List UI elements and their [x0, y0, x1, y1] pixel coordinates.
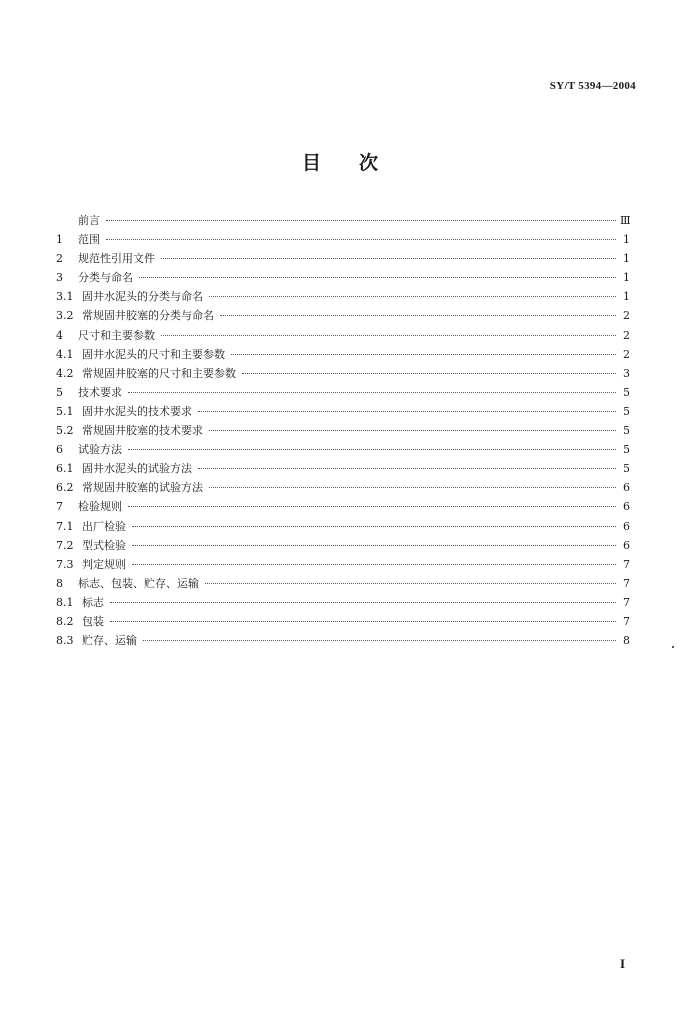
- toc-entry-label: 固井水泥头的试验方法: [82, 462, 192, 476]
- toc-entry-label: 出厂检验: [82, 519, 126, 533]
- toc-entry-label: 尺寸和主要参数: [78, 328, 155, 342]
- toc-entry-number: 8.3: [56, 634, 74, 648]
- toc-entry-page: 6: [623, 500, 630, 514]
- toc-leader-dots: [220, 315, 616, 316]
- toc-leader-dots: [132, 526, 616, 527]
- toc-entry-label: 试验方法: [78, 443, 122, 457]
- toc-entry-page: 6: [623, 519, 630, 533]
- toc-entry[interactable]: [56, 593, 630, 612]
- toc-entry[interactable]: [56, 345, 630, 364]
- toc-entry-page: 5: [623, 443, 630, 457]
- toc-entry[interactable]: [56, 536, 630, 555]
- toc-entry-number: 7: [56, 500, 63, 514]
- toc-entry-label: 固井水泥头的技术要求: [82, 404, 192, 418]
- toc-leader-dots: [205, 583, 616, 584]
- toc-entry-number: 5.2: [56, 424, 74, 438]
- toc-entry-page: 5: [623, 385, 630, 399]
- toc-entry[interactable]: [56, 249, 630, 268]
- toc-entry-page: 8: [623, 634, 630, 648]
- toc-entry-page: Ⅲ: [620, 214, 631, 227]
- toc-entry-number: 7.2: [56, 538, 74, 552]
- toc-entry-number: 2: [56, 252, 63, 266]
- toc-entry-page: 7: [623, 595, 630, 609]
- toc-entry-page: 2: [623, 347, 630, 361]
- toc-entry-page: 1: [623, 252, 630, 266]
- toc-entry-number: 4.1: [56, 347, 74, 361]
- toc-leader-dots: [128, 449, 616, 450]
- toc-leader-dots: [132, 564, 616, 565]
- toc-leader-dots: [143, 640, 616, 641]
- toc-entry-label: 范围: [78, 233, 100, 247]
- toc-entry-page: 3: [623, 366, 630, 380]
- toc-entry-number: 6.1: [56, 462, 74, 476]
- toc-entry-page: 2: [623, 328, 630, 342]
- toc-entry-page: 6: [623, 481, 630, 495]
- toc-entry-number: 5.1: [56, 404, 74, 418]
- toc-entry-number: 8: [56, 576, 63, 590]
- toc-entry[interactable]: [56, 402, 630, 421]
- toc-entry[interactable]: [56, 326, 630, 345]
- toc-leader-dots: [106, 239, 616, 240]
- toc-entry-number: 4.2: [56, 366, 74, 380]
- toc-entry-page: 5: [623, 462, 630, 476]
- toc-leader-dots: [128, 392, 616, 393]
- table-of-contents: [56, 211, 630, 650]
- toc-entry[interactable]: [56, 459, 630, 478]
- toc-entry[interactable]: [56, 364, 630, 383]
- toc-leader-dots: [242, 373, 616, 374]
- toc-leader-dots: [209, 430, 616, 431]
- toc-leader-dots: [198, 468, 616, 469]
- toc-entry-page: 1: [623, 290, 630, 304]
- toc-entry-label: 规范性引用文件: [78, 252, 155, 266]
- toc-entry-page: 7: [623, 614, 630, 628]
- toc-entry-number: 3: [56, 271, 63, 285]
- toc-entry[interactable]: [56, 268, 630, 287]
- toc-entry-number: 6.2: [56, 481, 74, 495]
- toc-leader-dots: [106, 220, 616, 221]
- toc-entry-number: 8.1: [56, 595, 74, 609]
- toc-entry[interactable]: [56, 421, 630, 440]
- toc-leader-dots: [209, 296, 616, 297]
- toc-entry-number: 3.1: [56, 290, 74, 304]
- toc-entry-page: 5: [623, 424, 630, 438]
- toc-leader-dots: [231, 354, 616, 355]
- toc-entry-number: 7.3: [56, 557, 74, 571]
- toc-entry-page: 6: [623, 538, 630, 552]
- toc-leader-dots: [198, 411, 616, 412]
- toc-entry-number: 8.2: [56, 614, 74, 628]
- toc-leader-dots: [209, 487, 616, 488]
- toc-entry[interactable]: [56, 440, 630, 459]
- toc-entry-label: 型式检验: [82, 538, 126, 552]
- toc-entry-label: 常规固井胶塞的技术要求: [82, 424, 203, 438]
- toc-entry-label: 固井水泥头的尺寸和主要参数: [82, 347, 225, 361]
- toc-leader-dots: [128, 506, 616, 507]
- toc-entry-page: 2: [623, 309, 630, 323]
- toc-entry[interactable]: [56, 287, 630, 306]
- toc-entry-label: 判定规则: [82, 557, 126, 571]
- toc-entry-number: 7.1: [56, 519, 74, 533]
- toc-entry[interactable]: [56, 497, 630, 516]
- toc-entry-label: 标志、包装、贮存、运输: [78, 576, 199, 590]
- toc-entry[interactable]: [56, 211, 630, 230]
- toc-entry-label: 标志: [82, 595, 104, 609]
- standard-code: SY/T 5394—2004: [549, 80, 636, 92]
- toc-entry-label: 固井水泥头的分类与命名: [82, 290, 203, 304]
- toc-entry-page: 7: [623, 576, 630, 590]
- page-number: I: [620, 956, 626, 971]
- toc-entry-number: 1: [56, 233, 63, 247]
- toc-entry-number: 5: [56, 385, 63, 399]
- toc-entry-label: 包装: [82, 614, 104, 628]
- toc-entry-label: 常规固井胶塞的尺寸和主要参数: [82, 366, 236, 380]
- toc-leader-dots: [110, 602, 616, 603]
- toc-entry[interactable]: [56, 230, 630, 249]
- toc-entry-label: 技术要求: [78, 385, 122, 399]
- toc-leader-dots: [161, 335, 616, 336]
- toc-entry[interactable]: [56, 383, 630, 402]
- toc-entry-label: 常规固井胶塞的试验方法: [82, 481, 203, 495]
- toc-entry[interactable]: [56, 517, 630, 536]
- toc-entry-label: 贮存、运输: [82, 634, 137, 648]
- page-title: 目 次: [301, 152, 378, 174]
- toc-entry-number: 4: [56, 328, 63, 342]
- scan-speck: [672, 646, 674, 648]
- toc-leader-dots: [132, 545, 616, 546]
- toc-leader-dots: [110, 621, 616, 622]
- toc-leader-dots: [139, 277, 616, 278]
- toc-entry-page: 5: [623, 404, 630, 418]
- toc-entry-number: 3.2: [56, 309, 74, 323]
- toc-entry-label: 分类与命名: [78, 271, 133, 285]
- toc-entry[interactable]: [56, 612, 630, 631]
- toc-entry[interactable]: [56, 631, 630, 650]
- toc-entry-label: 常规固井胶塞的分类与命名: [82, 309, 214, 323]
- toc-entry-label: 检验规则: [78, 500, 122, 514]
- toc-entry[interactable]: [56, 574, 630, 593]
- toc-entry[interactable]: [56, 306, 630, 325]
- toc-entry-page: 7: [623, 557, 630, 571]
- toc-leader-dots: [161, 258, 616, 259]
- toc-entry-page: 1: [623, 233, 630, 247]
- toc-entry-page: 1: [623, 271, 630, 285]
- toc-entry[interactable]: [56, 478, 630, 497]
- toc-entry-label: 前言: [78, 214, 100, 227]
- toc-entry[interactable]: [56, 555, 630, 574]
- toc-entry-number: 6: [56, 443, 63, 457]
